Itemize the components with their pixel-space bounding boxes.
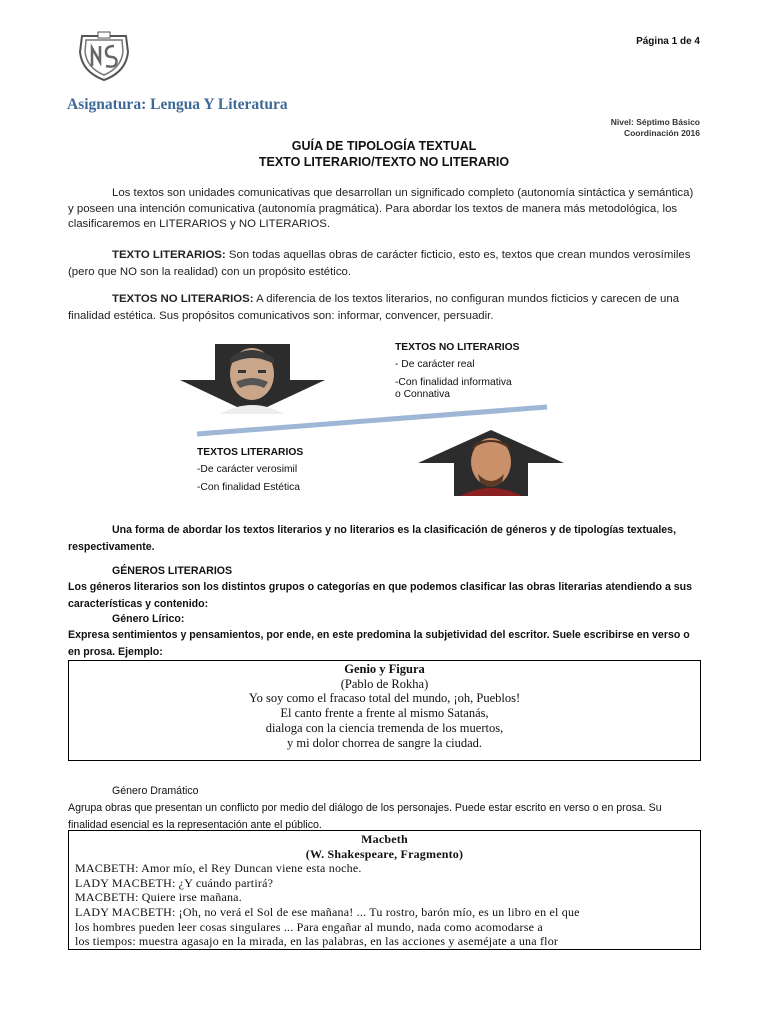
play-title: Macbeth: [361, 832, 408, 846]
poem-line: El canto frente a frente al mismo Satanás,: [280, 706, 489, 721]
guide-title-line2: TEXTO LITERARIO/TEXTO NO LITERARIO: [258, 155, 510, 169]
poem-box: [68, 660, 701, 761]
nonliterary-item-purpose: -Con finalidad informativa: [395, 377, 512, 388]
level-label: Nivel: Séptimo Básico: [610, 117, 700, 127]
play-line: LADY MACBETH: ¡Oh, no verá el Sol de ese mañana! ... Tu rostro, barón mío, es un libro en el que: [75, 904, 580, 919]
generos-heading: GÉNEROS LITERARIOS: [112, 565, 233, 577]
lirico-description: Expresa sentimientos y pensamientos, por ende, en este predomina la subjetividad del escritor. Suele escribirse en verso o en prosa. Ejemplo:: [68, 629, 690, 658]
nonliterary-term: TEXTOS NO LITERARIOS:: [112, 293, 254, 305]
play-subtitle: (W. Shakespeare, Fragmento): [305, 846, 464, 861]
poem-line: Yo soy como el fracaso total del mundo, ¡oh, Pueblos!: [248, 691, 521, 706]
nonliterary-text: A diferencia de los textos literarios, no configuran mundos ficticios y carecen de una finalidad estética. Sus propósitos comunicativos son: informar, convencer, persuadir.: [68, 293, 680, 322]
page-number: Página 1 de 4: [636, 36, 700, 47]
dramatico-description: Agrupa obras que presentan un conflicto por medio del diálogo de los personajes. Puede estar escrito en verso o en prosa. Su finalidad esencial es la representación ante el público.: [68, 802, 662, 831]
poem-author: (Pablo de Rokha): [340, 676, 429, 691]
nonliterary-item-purpose-cont: o Connativa: [395, 389, 450, 400]
classification-paragraph: Una forma de abordar los textos literarios y no literarios es la clasificación de géneros y de tipologías textuales, respectivamente.: [68, 524, 677, 553]
intro-paragraph: Los textos son unidades comunicativas que desarrollan un significado completo (autonomía sintáctica y semántica) y poseen una intención comunicativa (autonomía pragmática). Para abordar los textos de manera más metodológica, los clasificaremos en LITERARIOS y NO LITERARIOS.: [68, 187, 694, 230]
nonliterary-definition: [68, 291, 700, 325]
play-line: los tiempos: muestra agasajo en la mirada, en las palabras, en las acciones y aseméjate a una flor: [75, 934, 559, 949]
school-crest-logo: [76, 30, 132, 82]
subject-heading: Asignatura: Lengua Y Literatura: [67, 96, 288, 113]
nonliterary-box-title: TEXTOS NO LITERARIOS: [395, 342, 520, 353]
up-arrow-portrait: [418, 430, 564, 496]
dramatico-heading: Género Dramático: [112, 785, 199, 797]
literary-item-verosimil: -De carácter verosimil: [197, 464, 298, 475]
play-line: MACBETH: Quiere irse mañana.: [75, 890, 242, 905]
guide-title-line1: GUÍA DE TIPOLOGÍA TEXTUAL: [291, 139, 477, 153]
coordination-label: Coordinación 2016: [623, 128, 700, 138]
literary-term: TEXTO LITERARIOS:: [112, 249, 226, 261]
play-line: MACBETH: Amor mío, el Rey Duncan viene esta noche.: [75, 861, 362, 876]
lirico-heading: Género Lírico:: [112, 613, 185, 625]
generos-description: Los géneros literarios son los distintos grupos o categorías en que podemos clasificar las obras literarias atendiendo a sus características y contenido:: [68, 581, 693, 610]
literary-definition: [68, 247, 700, 281]
literary-text: Son todas aquellas obras de carácter ficticio, esto es, textos que crean mundos verosímiles (pero que NO son la realidad) con un propósito estético.: [68, 249, 691, 278]
literary-item-aesthetic: -Con finalidad Estética: [197, 482, 301, 493]
play-excerpt-box: [68, 830, 701, 950]
play-line: los hombres pueden leer cosas singulares ... Para engañar al mundo, nada como acomodarse a: [75, 919, 543, 934]
poem-title: Genio y Figura: [344, 662, 425, 676]
nonliterary-item-real: - De carácter real: [395, 359, 475, 370]
literary-box-title: TEXTOS LITERARIOS: [197, 447, 304, 458]
poem-line: y mi dolor chorrea de sangre la ciudad.: [286, 735, 483, 750]
poem-line: dialoga con la ciencia tremenda de los muertos,: [265, 720, 504, 735]
play-line: LADY MACBETH: ¿Y cuándo partirá?: [75, 875, 274, 890]
